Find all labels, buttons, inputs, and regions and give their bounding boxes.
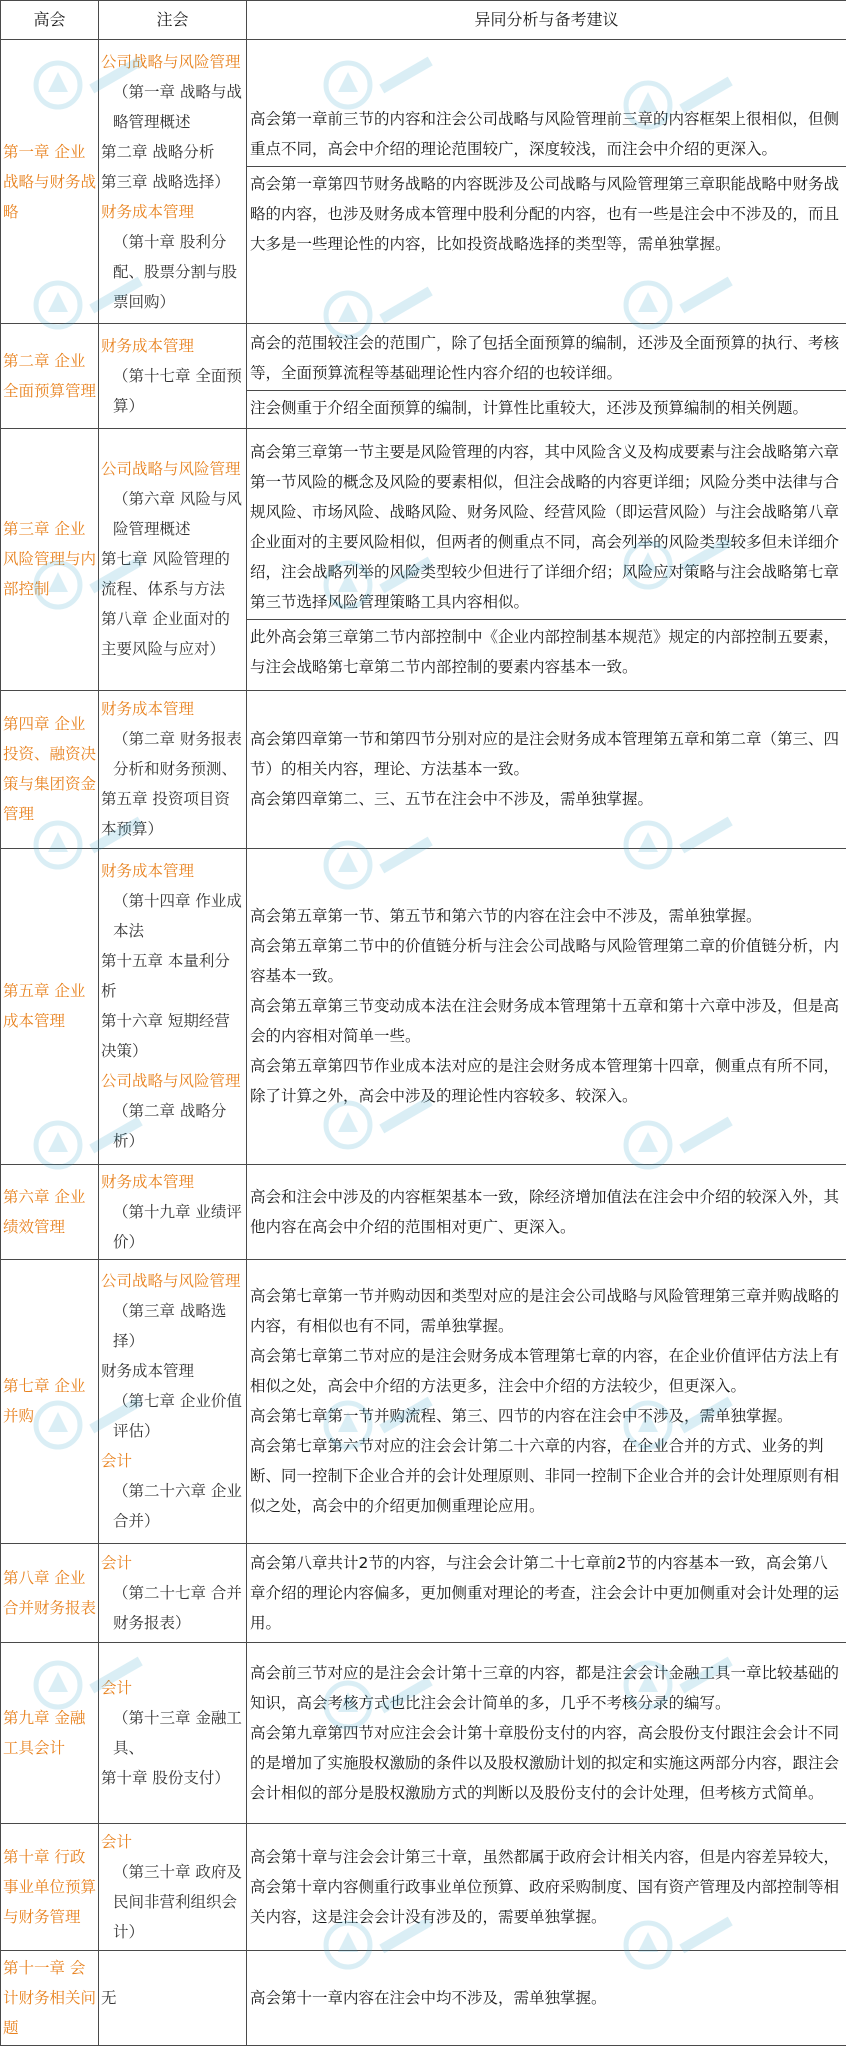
zhuhui-subject: 财务成本管理 bbox=[101, 336, 195, 355]
table-row bbox=[1, 1823, 846, 1950]
gaohui-chapter: 第二章 企业全面预算管理 bbox=[1, 324, 99, 429]
zhuhui-subject: 会计 bbox=[101, 1554, 133, 1573]
zhuhui-chapter-line: 无 bbox=[101, 1988, 117, 2007]
zhuhui-chapter-line: （第十九章 业绩评价） bbox=[113, 1202, 242, 1251]
zhuhui-chapter-line: （第十三章 金融工具、 bbox=[113, 1709, 242, 1758]
analysis-block bbox=[247, 1279, 846, 1523]
zhuhui-subject: 财务成本管理 bbox=[101, 862, 195, 881]
zhuhui-chapter-line: 第十五章 本量利分析 bbox=[101, 952, 230, 1001]
table-row bbox=[1, 1950, 846, 2045]
gaohui-chapter: 第一章 企业战略与财务战略 bbox=[1, 40, 99, 324]
analysis-block bbox=[247, 1180, 846, 1244]
zhuhui-chapters bbox=[99, 1164, 247, 1259]
analysis-paragraph: 高会第五章第一节、第五节和第六节的内容在注会中不涉及，需单独掌握。 bbox=[250, 907, 762, 926]
zhuhui-chapter-line: 第十章 股份支付） bbox=[101, 1769, 230, 1788]
analysis-cell bbox=[247, 1164, 846, 1259]
analysis-block bbox=[247, 326, 846, 390]
zhuhui-chapters bbox=[99, 324, 247, 429]
zhuhui-chapter-line: 第八章 企业面对的主要风险与应对） bbox=[101, 610, 230, 659]
gaohui-chapter: 第八章 企业合并财务报表 bbox=[1, 1543, 99, 1643]
zhuhui-chapter-line: （第三十章 政府及民间非营利组织会计） bbox=[113, 1862, 242, 1941]
analysis-paragraph: 高会第三章第一节主要是风险管理的内容，其中风险含义及构成要素与注会战略第六章第一节风险的概念及风险的要素相似，但注会战略的内容更详细；风险分类中法律与合规风险、市场风险、战略风险、财务风险、经营风险（即运营风险）与注会战略第八章企业面对的主要风险相似，但两者的侧重点不同，高会列举的风险类型较多但未详细介绍，注会战略列举的风险类型较少但进行了详细介绍；风险应对策略与注会战略第七章第三节选择风险管理策略工具内容相似。 bbox=[250, 442, 840, 611]
zhuhui-chapters bbox=[99, 1543, 247, 1643]
zhuhui-chapter-line: 第十六章 短期经营决策） bbox=[101, 1012, 230, 1061]
zhuhui-subject: 会计 bbox=[101, 1832, 133, 1851]
analysis-paragraph: 高会前三节对应的是注会会计第十三章的内容，都是注会会计金融工具一章比较基础的知识，高会考核方式也比注会会计简单的多，几乎不考核分录的编写。 bbox=[250, 1664, 840, 1713]
analysis-cell bbox=[247, 40, 846, 324]
analysis-paragraph: 高会第四章第二、三、五节在注会中不涉及，需单独掌握。 bbox=[250, 790, 654, 809]
gaohui-chapter: 第十章 行政事业单位预算与财务管理 bbox=[1, 1823, 99, 1950]
analysis-paragraph: 高会第七章第二节对应的是注会财务成本管理第七章的内容，在企业价值评估方法上有相似之处，高会中介绍的方法更多，注会中介绍的方法较少，但更深入。 bbox=[250, 1347, 840, 1396]
gaohui-chapter: 第十一章 会计财务相关问题 bbox=[1, 1950, 99, 2045]
zhuhui-chapter-line: （第七章 企业价值评估） bbox=[113, 1392, 242, 1441]
analysis-cell bbox=[247, 1259, 846, 1543]
header-analysis: 异同分析与备考建议 bbox=[247, 1, 846, 40]
table-row bbox=[1, 40, 846, 324]
analysis-cell bbox=[247, 324, 846, 429]
analysis-block bbox=[247, 390, 846, 425]
analysis-paragraph: 高会第五章第二节中的价值链分析与注会公司战略与风险管理第二章的价值链分析，内容基本一致。 bbox=[250, 937, 840, 986]
zhuhui-subject: 财务成本管理 bbox=[101, 202, 195, 221]
zhuhui-chapter-line: （第十七章 全面预算） bbox=[113, 366, 242, 415]
gaohui-chapter: 第四章 企业投资、融资决策与集团资金管理 bbox=[1, 690, 99, 848]
analysis-cell bbox=[247, 1950, 846, 2045]
zhuhui-chapter-line: （第一章 战略与战略管理概述 bbox=[113, 82, 242, 131]
analysis-paragraph: 高会第九章第四节对应注会会计第十章股份支付的内容，高会股份支付跟注会会计不同的是增加了实施股权激励的条件以及股权激励计划的拟定和实施这两部分内容，跟注会会计相似的部分是股权激励方式的判断以及股份支付的会计处理，但考核方式简单。 bbox=[250, 1724, 840, 1803]
analysis-cell bbox=[247, 690, 846, 848]
gaohui-chapter: 第九章 金融工具会计 bbox=[1, 1643, 99, 1823]
zhuhui-chapters bbox=[99, 1950, 247, 2045]
zhuhui-subject: 公司战略与风险管理 bbox=[101, 1272, 241, 1291]
table-row bbox=[1, 690, 846, 848]
zhuhui-subject: 财务成本管理 bbox=[101, 700, 195, 719]
zhuhui-subject: 公司战略与风险管理 bbox=[101, 1072, 241, 1091]
gaohui-chapter: 第三章 企业风险管理与内部控制 bbox=[1, 428, 99, 690]
zhuhui-chapter-line: （第六章 风险与风险管理概述 bbox=[113, 490, 242, 539]
analysis-paragraph: 高会第七章第六节对应的注会会计第二十六章的内容，在企业合并的方式、业务的判断、同一控制下企业合并的会计处理原则、非同一控制下企业合并的会计处理原则有相似之处，高会中的介绍更加侧重理论应用。 bbox=[250, 1437, 840, 1516]
zhuhui-chapter-line: （第十章 股利分配、股票分割与股票回购） bbox=[113, 232, 238, 311]
analysis-paragraph: 高会第一章前三节的内容和注会公司战略与风险管理前三章的内容框架上很相似，但侧重点不同，高会中介绍的理论范围较广，深度较浅，而注会中介绍的更深入。 bbox=[250, 110, 840, 158]
analysis-cell bbox=[247, 849, 846, 1164]
analysis-paragraph: 高会第八章共计2节的内容，与注会会计第二十七章前2节的内容基本一致，高会第八章介绍的理论内容偏多，更加侧重对理论的考查，注会会计中更加侧重对会计处理的运用。 bbox=[250, 1554, 840, 1633]
analysis-cell bbox=[247, 428, 846, 690]
analysis-paragraph: 高会和注会中涉及的内容框架基本一致，除经济增加值法在注会中介绍的较深入外，其他内容在高会中介绍的范围相对更广、更深入。 bbox=[250, 1187, 840, 1236]
zhuhui-chapter-line: （第二十七章 合并财务报表） bbox=[113, 1584, 242, 1633]
zhuhui-chapter-line: 第三章 战略选择） bbox=[101, 172, 230, 191]
zhuhui-chapter-line: （第二章 财务报表分析和财务预测、 bbox=[113, 730, 242, 779]
analysis-block bbox=[247, 722, 846, 816]
analysis-paragraph: 高会第五章第三节变动成本法在注会财务成本管理第十五章和第十六章中涉及，但是高会的内容相对简单一些。 bbox=[250, 997, 840, 1046]
zhuhui-chapters bbox=[99, 690, 247, 848]
analysis-paragraph: 高会的范围较注会的范围广，除了包括全面预算的编制，还涉及全面预算的执行、考核等，全面预算流程等基础理论性内容介绍的也较详细。 bbox=[250, 334, 840, 383]
zhuhui-chapter-line: 第二章 战略分析 bbox=[101, 142, 215, 161]
analysis-paragraph: 高会第十一章内容在注会中均不涉及，需单独掌握。 bbox=[250, 1988, 607, 2007]
table-row bbox=[1, 1164, 846, 1259]
gaohui-chapter: 第五章 企业成本管理 bbox=[1, 849, 99, 1164]
analysis-paragraph: 此外高会第三章第二节内部控制中《企业内部控制基本规范》规定的内部控制五要素，与注会战略第七章第二节内部控制的要素内容基本一致。 bbox=[250, 627, 840, 676]
analysis-paragraph: 高会第七章第一节并购流程、第三、四节的内容在注会中不涉及，需单独掌握。 bbox=[250, 1407, 793, 1426]
table-header-row bbox=[1, 1, 846, 40]
analysis-paragraph: 高会第七章第一节并购动因和类型对应的是注会公司战略与风险管理第三章并购战略的内容，有相似也有不同，需单独掌握。 bbox=[250, 1287, 840, 1336]
zhuhui-subject: 公司战略与风险管理 bbox=[101, 460, 241, 479]
zhuhui-subject: 财务成本管理 bbox=[101, 1172, 195, 1191]
analysis-paragraph: 注会侧重于介绍全面预算的编制，计算性比重较大，还涉及预算编制的相关例题。 bbox=[250, 399, 809, 418]
table-row bbox=[1, 1259, 846, 1543]
analysis-block bbox=[247, 1981, 846, 2015]
zhuhui-chapter-line: （第三章 战略选择） bbox=[113, 1302, 227, 1351]
zhuhui-chapters bbox=[99, 1643, 247, 1823]
analysis-block bbox=[247, 1546, 846, 1640]
zhuhui-chapter-line: （第二十六章 企业合并） bbox=[113, 1482, 242, 1531]
analysis-block bbox=[247, 166, 846, 261]
zhuhui-chapter-line: 第五章 投资项目资本预算） bbox=[101, 790, 230, 839]
zhuhui-chapter-line: 财务成本管理 bbox=[101, 1362, 195, 1381]
analysis-block bbox=[247, 435, 846, 619]
zhuhui-subject: 会计 bbox=[101, 1679, 133, 1698]
zhuhui-chapters bbox=[99, 849, 247, 1164]
zhuhui-chapter-line: （第十四章 作业成本法 bbox=[113, 892, 242, 941]
gaohui-chapter: 第六章 企业绩效管理 bbox=[1, 1164, 99, 1259]
analysis-paragraph: 高会第一章第四节财务战略的内容既涉及公司战略与风险管理第三章职能战略中财务战略的内容，也涉及财务成本管理中股利分配的内容，也有一些是注会中不涉及的，而且大多是一些理论性的内容，比如投资战略选择的类型等，需单独掌握。 bbox=[250, 175, 840, 253]
zhuhui-subject: 会计 bbox=[101, 1452, 133, 1471]
zhuhui-chapter-line: （第二章 战略分析） bbox=[113, 1102, 227, 1151]
table-row bbox=[1, 1643, 846, 1823]
analysis-paragraph: 高会第十章与注会会计第三十章，虽然都属于政府会计相关内容，但是内容差异较大，高会第十章内容侧重行政事业单位预算、政府采购制度、国有资产管理及内部控制等相关内容，这是注会会计没有涉及的，需要单独掌握。 bbox=[250, 1847, 840, 1926]
analysis-block bbox=[247, 102, 846, 166]
zhuhui-subject: 公司战略与风险管理 bbox=[101, 52, 241, 71]
zhuhui-chapters bbox=[99, 428, 247, 690]
zhuhui-chapter-line: 第七章 风险管理的流程、体系与方法 bbox=[101, 550, 230, 599]
analysis-cell bbox=[247, 1543, 846, 1643]
analysis-block bbox=[247, 1656, 846, 1810]
analysis-block bbox=[247, 899, 846, 1113]
analysis-cell bbox=[247, 1643, 846, 1823]
zhuhui-chapters bbox=[99, 40, 247, 324]
analysis-paragraph: 高会第四章第一节和第四节分别对应的是注会财务成本管理第五章和第二章（第三、四节）的相关内容，理论、方法基本一致。 bbox=[250, 730, 840, 779]
header-gaohui: 高会 bbox=[1, 1, 99, 40]
zhuhui-chapters bbox=[99, 1823, 247, 1950]
gaohui-chapter: 第七章 企业并购 bbox=[1, 1259, 99, 1543]
zhuhui-chapters bbox=[99, 1259, 247, 1543]
table-row bbox=[1, 849, 846, 1164]
header-zhuhui: 注会 bbox=[99, 1, 247, 40]
table-row bbox=[1, 428, 846, 690]
analysis-cell bbox=[247, 1823, 846, 1950]
analysis-block bbox=[247, 619, 846, 684]
table-row bbox=[1, 324, 846, 429]
analysis-block bbox=[247, 1840, 846, 1934]
analysis-paragraph: 高会第五章第四节作业成本法对应的是注会财务成本管理第十四章，侧重点有所不同，除了计算之外，高会中涉及的理论性内容较多、较深入。 bbox=[250, 1057, 840, 1106]
table-row bbox=[1, 1543, 846, 1643]
